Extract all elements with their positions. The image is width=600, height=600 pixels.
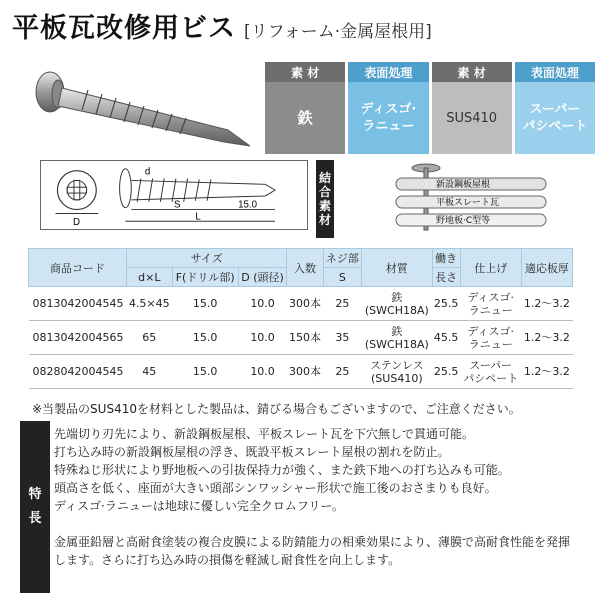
table-row bbox=[29, 355, 573, 389]
feature-spacer bbox=[54, 515, 594, 533]
attr-finish-super bbox=[515, 62, 595, 154]
attribute-blocks bbox=[265, 62, 595, 154]
cell-qty: 150本 bbox=[287, 321, 323, 355]
feature-line: 特殊ねじ形状により野地板への引抜保持力が強く、また鉄下地への打ち込みも可能。 bbox=[54, 463, 510, 477]
features-label bbox=[20, 421, 50, 593]
cell-finish-line: パシペート bbox=[463, 371, 519, 385]
cell-finish-line: ディスゴ· bbox=[467, 290, 515, 304]
fastened-material bbox=[316, 160, 574, 238]
cell-s: 35 bbox=[323, 321, 361, 355]
cell-finish bbox=[460, 321, 521, 355]
cell-len: 45.5 bbox=[432, 321, 460, 355]
col-dxl: d×L bbox=[127, 268, 173, 287]
cell-range: 1.2～3.2 bbox=[521, 287, 572, 321]
cell-qty: 300本 bbox=[287, 287, 323, 321]
fastened-label-char: 結 bbox=[318, 171, 331, 185]
col-thread-s: S bbox=[323, 268, 361, 287]
cell-code: 0813042004545 bbox=[29, 287, 127, 321]
fastened-label-char: 材 bbox=[318, 213, 331, 227]
table-row bbox=[29, 321, 573, 355]
cell-material-line: 鉄 bbox=[391, 324, 403, 338]
cell-finish-line: ディスゴ· bbox=[467, 324, 515, 338]
screw-photo bbox=[18, 62, 268, 157]
col-qty: 入数 bbox=[287, 249, 323, 287]
features-label-char: 長 bbox=[28, 511, 42, 526]
layer-label: 野地板·C型等 bbox=[436, 216, 491, 226]
features-list bbox=[54, 425, 594, 569]
cell-s: 25 bbox=[323, 355, 361, 389]
attr-head: 表面処理 bbox=[515, 62, 595, 82]
cell-f: 15.0 bbox=[172, 355, 238, 389]
col-finish: 仕上げ bbox=[460, 249, 521, 287]
col-thread: ネジ部 bbox=[323, 249, 361, 268]
attr-value-line: パシペート bbox=[522, 119, 588, 134]
attr-material-sus bbox=[432, 62, 512, 154]
feature-line: ディスゴ·ラニューは地球に優しい完全クロムフリー。 bbox=[54, 499, 344, 513]
feature-line: します。さらに打ち込み時の損傷を軽減し耐食性を向上します。 bbox=[54, 553, 401, 567]
attr-head: 素 材 bbox=[432, 62, 512, 82]
technical-drawing bbox=[40, 160, 308, 230]
col-range: 適応板厚 bbox=[521, 249, 572, 287]
cell-material bbox=[362, 287, 432, 321]
cell-dxl: 45 bbox=[127, 355, 173, 389]
cell-len: 25.5 bbox=[432, 355, 460, 389]
label-s: S bbox=[174, 199, 181, 211]
fastened-label bbox=[316, 160, 334, 238]
col-size: サイズ bbox=[127, 249, 287, 268]
cell-material-line: ステンレス bbox=[370, 358, 424, 372]
cell-f: 15.0 bbox=[172, 287, 238, 321]
attr-value: SUS410 bbox=[432, 82, 512, 154]
col-depth-b: 長さ bbox=[432, 268, 460, 287]
fastened-diagram bbox=[336, 160, 574, 238]
caution-note: ※当製品のSUS410を材料とした製品は、錆びる場合もございますので、ご注意ください。 bbox=[32, 402, 521, 416]
label-len: 15.0 bbox=[238, 199, 258, 211]
cell-qty: 300本 bbox=[287, 355, 323, 389]
cell-material-line: (SWCH18A) bbox=[364, 303, 429, 317]
cell-code: 0828042004545 bbox=[29, 355, 127, 389]
cell-material-line: (SWCH18A) bbox=[364, 337, 429, 351]
cell-range: 1.2～3.2 bbox=[521, 321, 572, 355]
col-material: 材質 bbox=[362, 249, 432, 287]
page-subtitle: [リフォーム·金属屋根用] bbox=[244, 22, 432, 42]
cell-finish-line: ラニュー bbox=[468, 303, 513, 317]
col-d: D (頭径) bbox=[238, 268, 287, 287]
feature-line: 打ち込み時の新設鋼板屋根の浮き、既設平板スレート屋根の割れを防止。 bbox=[54, 445, 450, 459]
cell-d: 10.0 bbox=[238, 321, 287, 355]
cell-dxl: 4.5×45 bbox=[127, 287, 173, 321]
label-d-head: D bbox=[72, 217, 80, 229]
label-d: d bbox=[144, 166, 151, 178]
features-label-char: 特 bbox=[28, 487, 42, 502]
cell-code: 0813042004565 bbox=[29, 321, 127, 355]
attr-value-line: ディスゴ· bbox=[360, 102, 417, 117]
table-row bbox=[29, 287, 573, 321]
col-depth: 働き bbox=[432, 249, 460, 268]
cell-s: 25 bbox=[323, 287, 361, 321]
cell-len: 25.5 bbox=[432, 287, 460, 321]
cell-finish-line: スーパー bbox=[469, 358, 513, 372]
head-side-view bbox=[120, 169, 132, 208]
attr-value: 鉄 bbox=[265, 82, 345, 154]
attr-head: 素 材 bbox=[265, 62, 345, 82]
feature-line: 先端切り刃先により、新設鋼板屋根、平板スレート瓦を下穴無しで貫通可能。 bbox=[54, 427, 475, 441]
screw-shaft bbox=[58, 88, 250, 146]
feature-line: 頭高さを低く、座面が大きい頭部シンワッシャー形状で施工後のおさまりも良好。 bbox=[54, 481, 497, 495]
fastened-label-char: 素 bbox=[318, 199, 331, 213]
head-top-view bbox=[57, 171, 96, 210]
layer-label: 新設鋼板屋根 bbox=[436, 180, 491, 190]
cell-material bbox=[362, 355, 432, 389]
attr-finish-disgo bbox=[348, 62, 428, 154]
attr-material-iron bbox=[265, 62, 345, 154]
cell-d: 10.0 bbox=[238, 287, 287, 321]
cell-f: 15.0 bbox=[172, 321, 238, 355]
attr-value bbox=[348, 82, 428, 154]
cell-finish bbox=[460, 287, 521, 321]
title-row bbox=[12, 6, 592, 46]
label-l: L bbox=[195, 211, 201, 223]
cell-dxl: 65 bbox=[127, 321, 173, 355]
feature-line: 金属亜鉛層と高耐食塗装の複合皮膜による防錆能力の相乗効果により、薄膜で高耐食性能を発揮 bbox=[54, 535, 571, 549]
page-title: 平板瓦改修用ビス bbox=[12, 13, 236, 44]
attr-value-line: ラニュー bbox=[362, 119, 415, 134]
attr-head: 表面処理 bbox=[348, 62, 428, 82]
attr-value-line: スーパー bbox=[529, 102, 581, 117]
cell-finish-line: ラニュー bbox=[468, 337, 513, 351]
features-section bbox=[8, 421, 596, 593]
cell-finish bbox=[460, 355, 521, 389]
col-f: F(ドリル部) bbox=[172, 268, 238, 287]
spec-table bbox=[28, 248, 573, 389]
cell-material bbox=[362, 321, 432, 355]
layer-label: 平板スレート瓦 bbox=[436, 198, 500, 208]
cell-d: 10.0 bbox=[238, 355, 287, 389]
cell-range: 1.2～3.2 bbox=[521, 355, 572, 389]
attr-value bbox=[515, 82, 595, 154]
cell-material-line: (SUS410) bbox=[371, 371, 423, 385]
cell-material-line: 鉄 bbox=[391, 290, 403, 304]
fastened-label-char: 合 bbox=[318, 185, 331, 199]
col-code: 商品コード bbox=[29, 249, 127, 287]
